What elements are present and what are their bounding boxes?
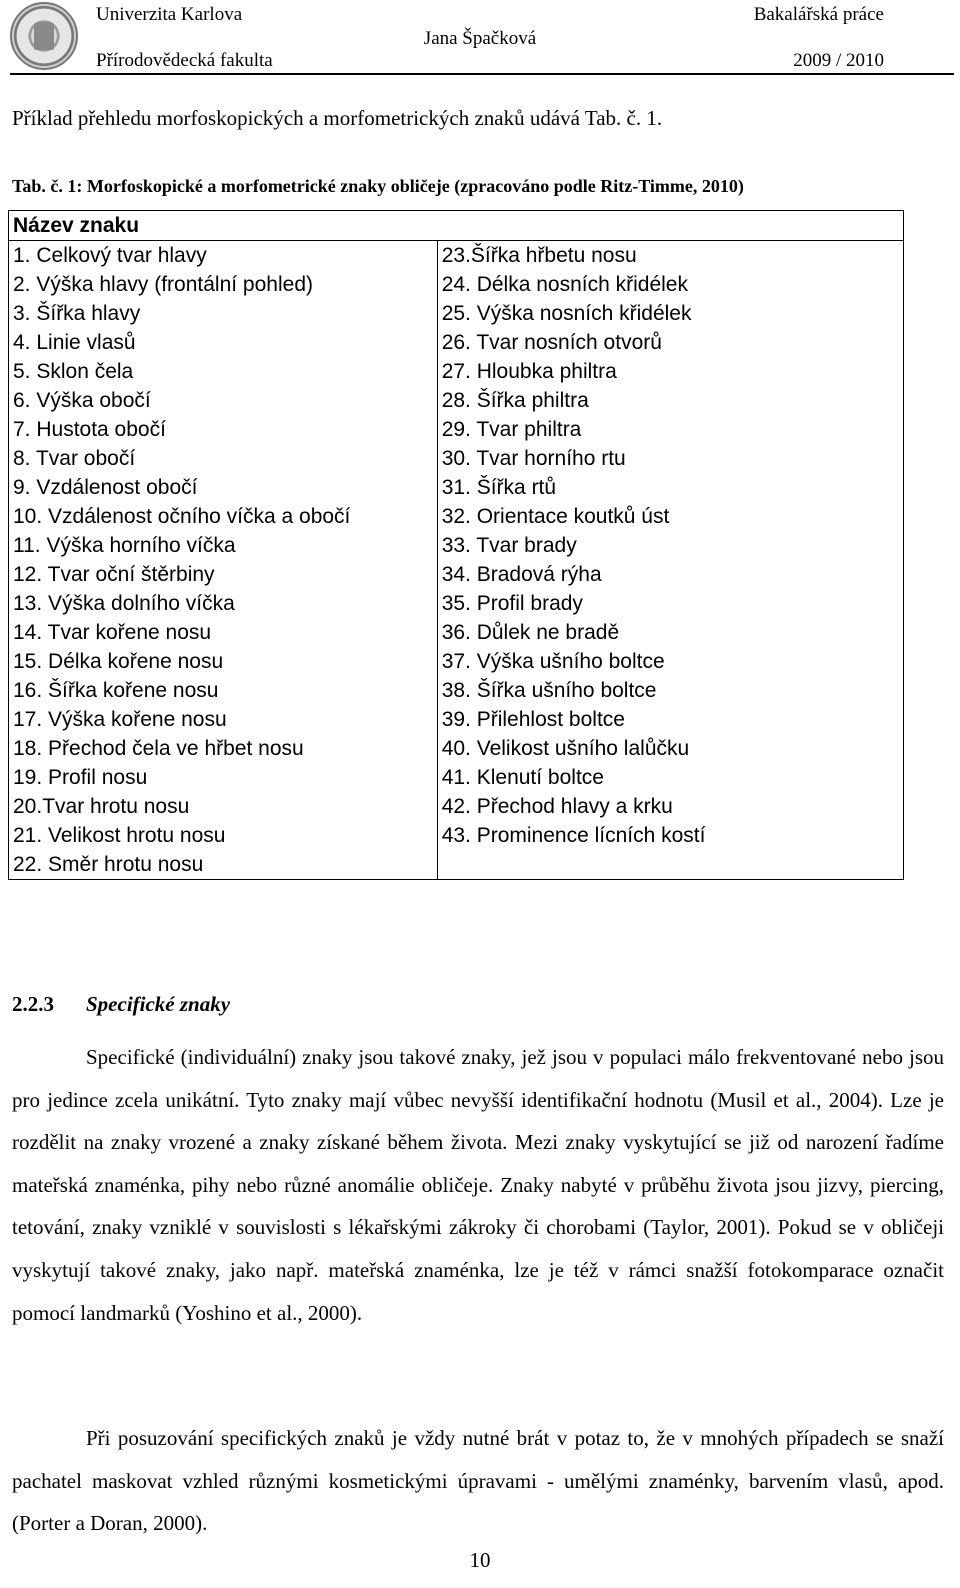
table-cell-left: 19. Profil nosu (9, 763, 438, 792)
table-cell-left: 11. Výška horního víčka (9, 531, 438, 560)
table-cell-left: 17. Výška kořene nosu (9, 705, 438, 734)
table-cell-right: 40. Velikost ušního lalůčku (437, 734, 903, 763)
table-cell-right: 24. Délka nosních křidélek (437, 270, 903, 299)
features-table (8, 210, 904, 880)
table-row (9, 792, 904, 821)
university-name: Univerzita Karlova (96, 4, 243, 25)
table-cell-right: 30. Tvar horního rtu (437, 444, 903, 473)
table-row (9, 647, 904, 676)
section-number: 2.2.3 (12, 992, 54, 1016)
table-row (9, 531, 904, 560)
table-row (9, 734, 904, 763)
table-cell-right: 34. Bradová rýha (437, 560, 903, 589)
table-header-cell: Název znaku (9, 211, 438, 241)
table-cell-left: 10. Vzdálenost očního víčka a obočí (9, 502, 438, 531)
table-cell-left: 22. Směr hrotu nosu (9, 850, 438, 880)
table-row (9, 560, 904, 589)
table-row (9, 618, 904, 647)
table-cell-right: 43. Prominence lícních kostí (437, 821, 903, 850)
table-cell-right: 31. Šířka rtů (437, 473, 903, 502)
table-row (9, 473, 904, 502)
table-cell-right: 41. Klenutí boltce (437, 763, 903, 792)
page-header (0, 0, 960, 80)
table-cell-left: 12. Tvar oční štěrbiny (9, 560, 438, 589)
table-cell-left: 4. Linie vlasů (9, 328, 438, 357)
table-cell-right: 39. Přilehlost boltce (437, 705, 903, 734)
table-cell-right: 27. Hloubka philtra (437, 357, 903, 386)
table-cell-right: 37. Výška ušního boltce (437, 647, 903, 676)
section-title: Specifické znaky (86, 992, 231, 1016)
table-row (9, 502, 904, 531)
table-cell-right: 26. Tvar nosních otvorů (437, 328, 903, 357)
table-row (9, 299, 904, 328)
table-row (9, 676, 904, 705)
paragraph: Při posuzování specifických znaků je vždy nutné brát v potaz to, že v mnohých případech se snaží pachatel maskovat vzhled různými kosmetickými úpravami - umělými znaménky, barvením vlasů, apod. (Porter a Doran, 2000). (12, 1426, 944, 1536)
table-cell-left: 20.Tvar hrotu nosu (9, 792, 438, 821)
table-cell-left: 9. Vzdálenost obočí (9, 473, 438, 502)
table-cell-left: 21. Velikost hrotu nosu (9, 821, 438, 850)
faculty-name: Přírodovědecká fakulta (96, 50, 273, 71)
table-cell-right: 28. Šířka philtra (437, 386, 903, 415)
table-cell-left: 13. Výška dolního víčka (9, 589, 438, 618)
table-cell-left: 3. Šířka hlavy (9, 299, 438, 328)
table-row (9, 328, 904, 357)
table-cell-left: 15. Délka kořene nosu (9, 647, 438, 676)
table-caption: Tab. č. 1: Morfoskopické a morfometrické znaky obličeje (zpracováno podle Ritz-Timme, 2010) (12, 176, 744, 196)
table-row (9, 241, 904, 271)
academic-year: 2009 / 2010 (793, 50, 884, 71)
table-cell-right: 23.Šířka hřbetu nosu (437, 241, 903, 271)
table-cell-left: 18. Přechod čela ve hřbet nosu (9, 734, 438, 763)
table-header-empty-cell (437, 211, 903, 241)
table-cell-left: 16. Šířka kořene nosu (9, 676, 438, 705)
table-cell-right: 36. Důlek ne bradě (437, 618, 903, 647)
table-cell-right: 42. Přechod hlavy a krku (437, 792, 903, 821)
table-cell-left: 1. Celkový tvar hlavy (9, 241, 438, 271)
table-row (9, 357, 904, 386)
table-cell-right: 35. Profil brady (437, 589, 903, 618)
thesis-type: Bakalářská práce (753, 4, 884, 25)
page-number: 10 (469, 1548, 491, 1572)
table-cell-right: 32. Orientace koutků úst (437, 502, 903, 531)
section-heading (12, 992, 230, 1017)
table-row (9, 821, 904, 850)
author-name: Jana Špačková (423, 28, 537, 49)
table-row (9, 763, 904, 792)
table-header-row (9, 211, 904, 241)
table-cell-left: 8. Tvar obočí (9, 444, 438, 473)
table-cell-left: 7. Hustota obočí (9, 415, 438, 444)
table-row (9, 270, 904, 299)
table-row (9, 850, 904, 880)
table-row (9, 415, 904, 444)
table-cell-left: 14. Tvar kořene nosu (9, 618, 438, 647)
paragraph: Specifické (individuální) znaky jsou takové znaky, jež jsou v populaci málo frekventované nebo jsou pro jedince zcela unikátní. Tyto znaky mají vůbec nevyšší identifikační hodnotu (Musil et al., 2004). Lze je rozdělit na znaky vrozené a znaky získané během života. Mezi znaky vyskytující se již od narození řadíme mateřská znaménka, pihy nebo různé anomálie obličeje. Znaky nabyté v průběhu života jsou jizvy, piercing, tetování, znaky vzniklé v souvislosti s lékařskými zákroky či chorobami (Taylor, 2001). Pokud se v obličeji vyskytují takové znaky, jako např. mateřská znaménka, lze je též v rámci snažší fotokomparace označit pomocí landmarků (Yoshino et al., 2000). (12, 1045, 944, 1325)
table-cell-right: 29. Tvar philtra (437, 415, 903, 444)
table-row (9, 386, 904, 415)
intro-text: Příklad přehledu morfoskopických a morfometrických znaků udává Tab. č. 1. (12, 106, 663, 130)
table-cell-right: 25. Výška nosních křidélek (437, 299, 903, 328)
table-row (9, 705, 904, 734)
table-cell-left: 2. Výška hlavy (frontální pohled) (9, 270, 438, 299)
table-cell-right (437, 850, 903, 880)
header-rule (10, 73, 954, 75)
table-row (9, 444, 904, 473)
table-cell-right: 38. Šířka ušního boltce (437, 676, 903, 705)
table-cell-left: 6. Výška obočí (9, 386, 438, 415)
table-row (9, 589, 904, 618)
table-cell-left: 5. Sklon čela (9, 357, 438, 386)
table-cell-right: 33. Tvar brady (437, 531, 903, 560)
